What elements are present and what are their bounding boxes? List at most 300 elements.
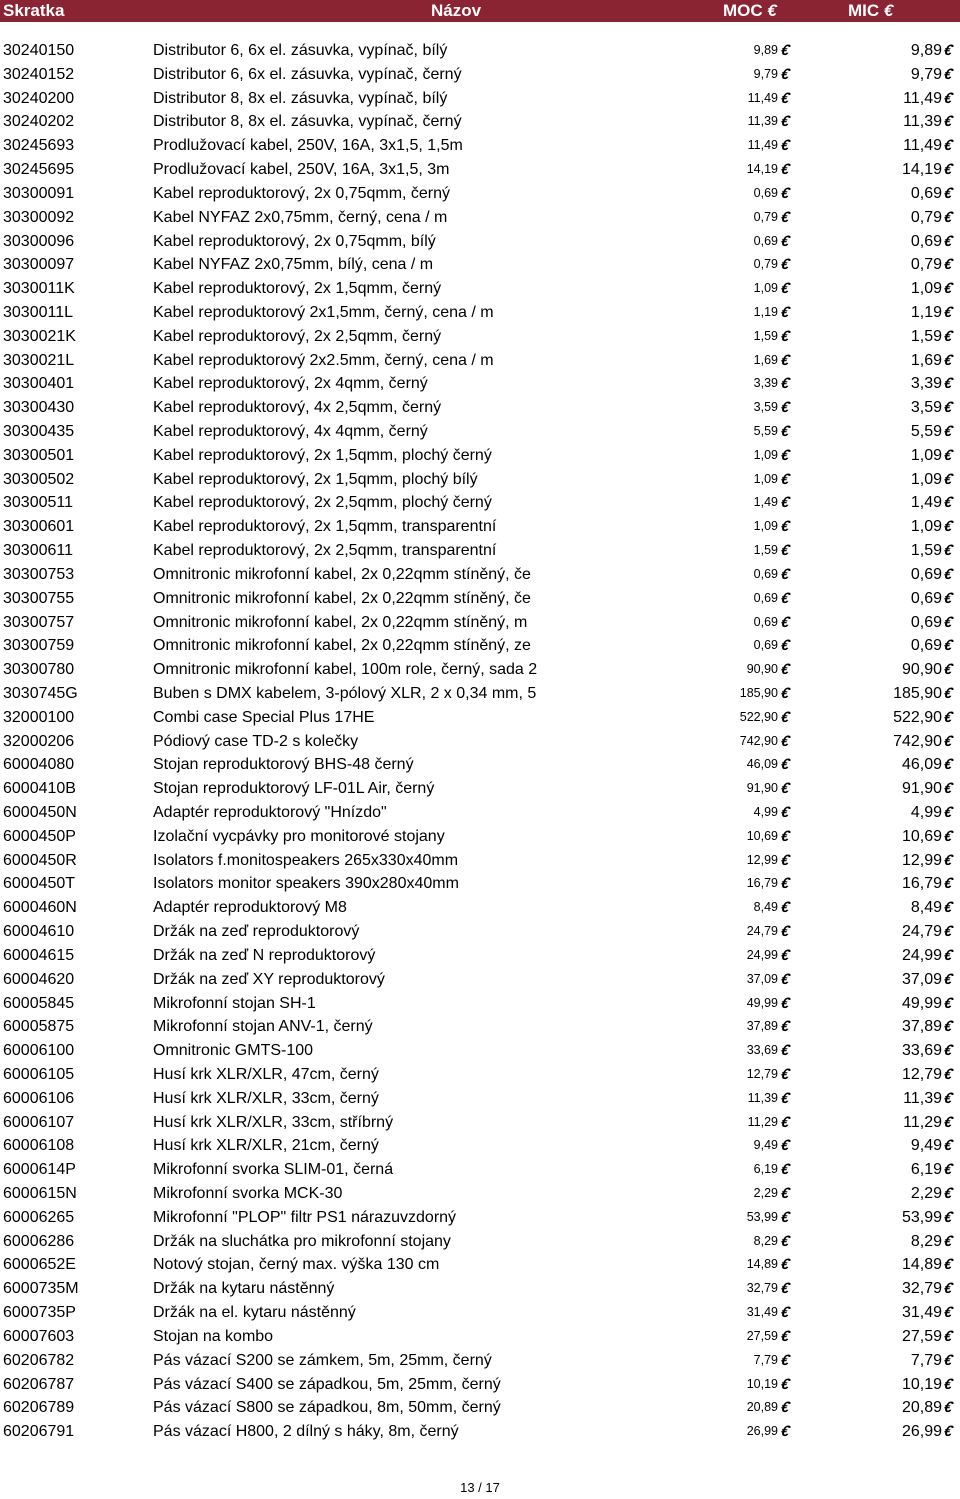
- price-moc: 6,19: [753, 1162, 778, 1177]
- product-name: Prodlužovací kabel, 250V, 16A, 3x1,5, 3m: [153, 161, 450, 179]
- product-code: 30300401: [3, 375, 75, 393]
- product-name: Notový stojan, černý max. výška 130 cm: [153, 1256, 440, 1274]
- product-name: Kabel reproduktorový, 2x 1,5qmm, černý: [153, 280, 442, 298]
- euro-icon: €: [942, 1161, 954, 1179]
- price-mic: 26,99: [901, 1423, 942, 1441]
- price-mic: 14,89: [901, 1256, 942, 1274]
- euro-icon: €: [942, 89, 954, 107]
- price-mic: 3,59: [910, 399, 942, 417]
- product-code: 60206782: [3, 1351, 75, 1369]
- price-mic: 10,69: [901, 827, 942, 845]
- euro-icon: €: [779, 1232, 791, 1250]
- product-code: 6000460N: [3, 899, 77, 917]
- euro-icon: €: [779, 446, 791, 464]
- price-moc: 12,79: [746, 1066, 778, 1081]
- product-name: Kabel reproduktorový 2x1,5mm, černý, cena / m: [153, 303, 494, 321]
- price-moc: 37,89: [746, 1019, 778, 1034]
- price-moc: 5,59: [753, 424, 778, 438]
- euro-icon: €: [942, 1232, 954, 1250]
- table-header: [0, 0, 960, 22]
- euro-icon: €: [942, 542, 954, 560]
- euro-icon: €: [942, 1065, 954, 1083]
- table-row: [0, 491, 960, 515]
- euro-icon: €: [779, 280, 791, 298]
- euro-icon: €: [779, 732, 791, 750]
- table-row: [0, 872, 960, 896]
- table-row: [0, 539, 960, 563]
- table-row: [0, 372, 960, 396]
- euro-icon: €: [779, 589, 791, 607]
- price-moc: 20,89: [746, 1400, 778, 1415]
- product-name: Pás vázací S800 se západkou, 8m, 50mm, černý: [153, 1399, 501, 1417]
- euro-icon: €: [942, 613, 954, 631]
- product-name: Držák na kytaru nástěnný: [153, 1280, 335, 1298]
- product-code: 6000735M: [3, 1280, 79, 1298]
- euro-icon: €: [779, 303, 791, 321]
- price-mic: 2,29: [910, 1185, 942, 1202]
- table-row: [0, 1301, 960, 1325]
- table-row: [0, 182, 960, 206]
- price-mic: 11,29: [903, 1113, 942, 1131]
- price-moc: 14,89: [746, 1257, 778, 1272]
- product-code: 60005875: [3, 1018, 75, 1036]
- product-name: Mikrofonní stojan ANV-1, černý: [153, 1018, 373, 1036]
- table-row: [0, 587, 960, 611]
- euro-icon: €: [942, 1018, 954, 1036]
- product-code: 6000410B: [3, 780, 76, 798]
- price-mic: 33,69: [901, 1042, 942, 1060]
- product-name: Kabel NYFAZ 2x0,75mm, černý, cena / m: [153, 208, 448, 226]
- product-code: 3030011L: [3, 303, 73, 321]
- price-moc: 0,69: [753, 185, 778, 200]
- euro-icon: €: [942, 684, 954, 702]
- euro-icon: €: [779, 137, 791, 155]
- table-row: [0, 753, 960, 777]
- euro-icon: €: [779, 613, 791, 631]
- product-name: Stojan reproduktorový LF-01L Air, černý: [153, 780, 435, 798]
- price-mic: 11,39: [903, 113, 942, 131]
- table-row: [0, 468, 960, 492]
- table-row: [0, 1111, 960, 1135]
- product-code: 60206787: [3, 1375, 75, 1393]
- price-mic: 11,49: [903, 137, 942, 155]
- price-moc: 0,69: [753, 638, 778, 653]
- product-code: 6000450T: [3, 875, 76, 893]
- euro-icon: €: [779, 1256, 791, 1274]
- euro-icon: €: [779, 113, 791, 131]
- table-row: [0, 634, 960, 658]
- table-row: [0, 87, 960, 111]
- euro-icon: €: [942, 184, 954, 202]
- euro-icon: €: [942, 1304, 954, 1322]
- table-row: [0, 1230, 960, 1254]
- price-moc: 31,49: [746, 1305, 778, 1320]
- price-mic: 24,79: [901, 923, 942, 941]
- product-code: 32000100: [3, 708, 75, 726]
- price-mic: 16,79: [901, 875, 942, 893]
- price-moc: 32,79: [746, 1281, 778, 1296]
- price-moc: 46,09: [746, 757, 778, 772]
- product-code: 60005845: [3, 994, 75, 1012]
- price-moc: 1,59: [753, 328, 778, 343]
- product-name: Kabel reproduktorový, 2x 4qmm, černý: [153, 375, 428, 393]
- product-code: 30240200: [3, 89, 75, 107]
- price-moc: 0,69: [753, 614, 778, 629]
- euro-icon: €: [942, 780, 954, 798]
- table-row: [0, 896, 960, 920]
- product-name: Kabel NYFAZ 2x0,75mm, bílý, cena / m: [153, 256, 434, 274]
- price-mic: 1,09: [910, 518, 942, 536]
- euro-icon: €: [779, 708, 791, 726]
- price-mic: 0,79: [910, 208, 942, 226]
- table-row: [0, 682, 960, 706]
- euro-icon: €: [942, 232, 954, 250]
- euro-icon: €: [779, 494, 791, 512]
- euro-icon: €: [779, 375, 791, 393]
- euro-icon: €: [942, 42, 954, 59]
- product-code: 30240150: [3, 42, 75, 59]
- euro-icon: €: [942, 1042, 954, 1060]
- price-mic: 6,19: [910, 1161, 942, 1179]
- product-name: Držák na zeď N reproduktorový: [153, 946, 376, 964]
- table-row: [0, 849, 960, 873]
- column-header-mic: MIC €: [848, 1, 894, 20]
- table-row: [0, 253, 960, 277]
- table-row: [0, 611, 960, 635]
- table-row: [0, 301, 960, 325]
- euro-icon: €: [942, 327, 954, 345]
- euro-icon: €: [942, 494, 954, 512]
- euro-icon: €: [779, 565, 791, 583]
- table-row: [0, 230, 960, 254]
- product-name: Kabel reproduktorový, 2x 0,75qmm, černý: [153, 184, 451, 202]
- price-mic: 90,90: [901, 661, 942, 679]
- table-row: [0, 420, 960, 444]
- product-name: Izolační vycpávky pro monitorové stojany: [153, 827, 445, 845]
- product-code: 30300753: [3, 565, 75, 583]
- price-moc: 0,69: [753, 590, 778, 605]
- price-moc: 9,79: [753, 66, 778, 81]
- table-row: [0, 1063, 960, 1087]
- price-mic: 1,59: [910, 327, 942, 345]
- euro-icon: €: [779, 1065, 791, 1083]
- product-name: Kabel reproduktorový, 2x 1,5qmm, plochý černý: [153, 446, 492, 464]
- price-mic: 0,69: [910, 637, 942, 655]
- table-row: [0, 1206, 960, 1230]
- euro-icon: €: [942, 113, 954, 131]
- product-code: 30245695: [3, 161, 75, 179]
- euro-icon: €: [779, 423, 791, 440]
- product-code: 3030021K: [3, 327, 76, 345]
- product-name: Omnitronic mikrofonní kabel, 2x 0,22qmm stíněný, če: [153, 565, 531, 583]
- euro-icon: €: [942, 256, 954, 274]
- euro-icon: €: [942, 1375, 954, 1393]
- euro-icon: €: [942, 280, 954, 298]
- product-code: 60004615: [3, 946, 75, 964]
- price-mic: 0,69: [910, 565, 942, 583]
- product-name: Držák na zeď XY reproduktorový: [153, 970, 385, 988]
- price-moc: 0,69: [753, 233, 778, 248]
- product-code: 60007603: [3, 1327, 75, 1345]
- price-mic: 8,29: [910, 1232, 942, 1250]
- price-moc: 16,79: [746, 876, 778, 891]
- product-code: 30300435: [3, 423, 75, 440]
- price-mic: 7,79: [910, 1351, 942, 1369]
- euro-icon: €: [942, 875, 954, 893]
- euro-icon: €: [779, 851, 791, 869]
- table-row: [0, 730, 960, 754]
- euro-icon: €: [779, 1018, 791, 1036]
- euro-icon: €: [779, 1327, 791, 1345]
- product-name: Kabel reproduktorový, 2x 2,5qmm, plochý černý: [153, 494, 492, 512]
- product-code: 60004080: [3, 756, 75, 774]
- product-name: Omnitronic GMTS-100: [153, 1042, 314, 1060]
- euro-icon: €: [942, 137, 954, 155]
- price-moc: 3,39: [753, 376, 778, 391]
- product-code: 30300430: [3, 399, 75, 417]
- product-name: Isolators monitor speakers 390x280x40mm: [153, 875, 459, 893]
- price-moc: 53,99: [746, 1209, 778, 1224]
- price-mic: 10,19: [901, 1375, 942, 1393]
- price-mic: 31,49: [901, 1304, 942, 1322]
- price-moc: 49,99: [746, 995, 778, 1010]
- table-row: [0, 158, 960, 182]
- price-mic: 12,79: [901, 1065, 942, 1083]
- euro-icon: €: [779, 399, 791, 417]
- product-name: Kabel reproduktorový, 2x 2,5qmm, černý: [153, 327, 442, 345]
- product-name: Buben s DMX kabelem, 3-pólový XLR, 2 x 0,34 mm, 5: [153, 684, 537, 702]
- euro-icon: €: [942, 1113, 954, 1131]
- price-mic: 27,59: [901, 1327, 942, 1345]
- product-code: 30300601: [3, 518, 75, 536]
- product-code: 60006106: [3, 1089, 75, 1107]
- euro-icon: €: [942, 470, 954, 488]
- price-mic: 37,09: [901, 970, 942, 988]
- euro-icon: €: [942, 851, 954, 869]
- euro-icon: €: [942, 1351, 954, 1369]
- price-moc: 1,19: [753, 304, 778, 319]
- product-name: Adaptér reproduktorový M8: [153, 899, 347, 917]
- euro-icon: €: [942, 946, 954, 964]
- product-code: 60006108: [3, 1137, 75, 1155]
- product-name: Husí krk XLR/XLR, 33cm, stříbrný: [153, 1113, 394, 1131]
- euro-icon: €: [779, 684, 791, 702]
- euro-icon: €: [942, 589, 954, 607]
- euro-icon: €: [779, 89, 791, 107]
- price-moc: 12,99: [746, 852, 778, 867]
- table-row: [0, 1158, 960, 1182]
- price-moc: 1,49: [753, 495, 778, 510]
- table-row: [0, 992, 960, 1016]
- price-moc: 9,49: [753, 1138, 778, 1153]
- euro-icon: €: [942, 351, 954, 369]
- price-moc: 1,09: [753, 471, 778, 486]
- price-moc: 91,90: [746, 781, 778, 796]
- euro-icon: €: [779, 899, 791, 917]
- price-list-table: [0, 39, 960, 1444]
- product-name: Distributor 6, 6x el. zásuvka, vypínač, bílý: [153, 42, 448, 59]
- euro-icon: €: [779, 518, 791, 536]
- product-code: 60006100: [3, 1042, 75, 1060]
- table-row: [0, 515, 960, 539]
- product-code: 30300757: [3, 613, 75, 631]
- product-code: 6000450R: [3, 851, 77, 869]
- euro-icon: €: [942, 446, 954, 464]
- price-mic: 522,90: [893, 708, 942, 726]
- price-mic: 1,49: [910, 494, 942, 512]
- product-name: Omnitronic mikrofonní kabel, 100m role, černý, sada 2: [153, 661, 538, 679]
- product-name: Držák na zeď reproduktorový: [153, 923, 360, 941]
- euro-icon: €: [779, 351, 791, 369]
- price-moc: 11,29: [747, 1114, 778, 1129]
- euro-icon: €: [779, 1185, 791, 1202]
- euro-icon: €: [942, 970, 954, 988]
- euro-icon: €: [779, 161, 791, 179]
- euro-icon: €: [779, 970, 791, 988]
- euro-icon: €: [942, 423, 954, 440]
- price-moc: 11,49: [747, 138, 778, 153]
- table-row: [0, 825, 960, 849]
- price-mic: 12,99: [901, 851, 942, 869]
- product-name: Husí krk XLR/XLR, 47cm, černý: [153, 1065, 379, 1083]
- price-mic: 9,49: [910, 1137, 942, 1155]
- euro-icon: €: [942, 399, 954, 417]
- table-row: [0, 777, 960, 801]
- product-code: 6000614P: [3, 1161, 76, 1179]
- price-mic: 0,69: [910, 613, 942, 631]
- price-mic: 46,09: [901, 756, 942, 774]
- price-mic: 0,69: [910, 232, 942, 250]
- product-name: Držák na sluchátka pro mikrofonní stojany: [153, 1232, 451, 1250]
- price-mic: 11,49: [903, 89, 942, 107]
- product-name: Pódiový case TD-2 s kolečky: [153, 732, 359, 750]
- table-row: [0, 110, 960, 134]
- price-moc: 1,09: [753, 519, 778, 534]
- product-code: 30300759: [3, 637, 75, 655]
- price-moc: 1,69: [753, 352, 778, 367]
- price-mic: 9,89: [910, 42, 942, 59]
- table-row: [0, 706, 960, 730]
- price-mic: 20,89: [901, 1399, 942, 1417]
- price-mic: 5,59: [910, 423, 942, 440]
- euro-icon: €: [942, 1280, 954, 1298]
- price-mic: 14,19: [901, 161, 942, 179]
- table-row: [0, 1253, 960, 1277]
- price-moc: 1,09: [753, 281, 778, 296]
- column-header-code: Skratka: [3, 1, 65, 20]
- table-row: [0, 349, 960, 373]
- product-name: Stojan na kombo: [153, 1327, 274, 1345]
- product-code: 60006265: [3, 1208, 75, 1226]
- price-mic: 1,59: [910, 542, 942, 560]
- product-name: Kabel reproduktorový 2x2.5mm, černý, cena / m: [153, 351, 494, 369]
- euro-icon: €: [942, 708, 954, 726]
- product-name: Mikrofonní stojan SH-1: [153, 994, 316, 1012]
- product-name: Kabel reproduktorový, 4x 2,5qmm, černý: [153, 399, 442, 417]
- product-name: Držák na el. kytaru nástěnný: [153, 1304, 356, 1322]
- product-name: Kabel reproduktorový, 2x 1,5qmm, transparentní: [153, 518, 497, 536]
- product-name: Kabel reproduktorový, 2x 1,5qmm, plochý bílý: [153, 470, 478, 488]
- product-code: 30300501: [3, 446, 75, 464]
- euro-icon: €: [942, 1399, 954, 1417]
- price-moc: 1,59: [753, 543, 778, 558]
- product-name: Mikrofonní svorka MCK-30: [153, 1185, 343, 1202]
- price-moc: 27,59: [746, 1328, 778, 1343]
- table-row: [0, 39, 960, 63]
- price-mic: 1,69: [910, 351, 942, 369]
- euro-icon: €: [942, 161, 954, 179]
- price-moc: 7,79: [753, 1352, 778, 1367]
- product-name: Omnitronic mikrofonní kabel, 2x 0,22qmm stíněný, če: [153, 589, 531, 607]
- euro-icon: €: [942, 994, 954, 1012]
- price-moc: 24,99: [746, 947, 778, 962]
- price-moc: 8,29: [753, 1233, 778, 1248]
- product-code: 60006105: [3, 1065, 75, 1083]
- euro-icon: €: [942, 637, 954, 655]
- price-mic: 53,99: [901, 1208, 942, 1226]
- euro-icon: €: [779, 1042, 791, 1060]
- product-code: 30300091: [3, 184, 75, 202]
- product-code: 6000615N: [3, 1185, 77, 1202]
- price-moc: 185,90: [739, 685, 778, 700]
- product-code: 30300096: [3, 232, 75, 250]
- euro-icon: €: [779, 804, 791, 821]
- product-name: Pás vázací S200 se zámkem, 5m, 25mm, černý: [153, 1351, 492, 1369]
- page-number: 13 / 17: [460, 1480, 500, 1495]
- euro-icon: €: [779, 875, 791, 893]
- table-row: [0, 944, 960, 968]
- product-code: 3030745G: [3, 684, 78, 702]
- table-row: [0, 920, 960, 944]
- euro-icon: €: [779, 542, 791, 560]
- table-row: [0, 1325, 960, 1349]
- euro-icon: €: [779, 756, 791, 774]
- euro-icon: €: [779, 256, 791, 274]
- euro-icon: €: [779, 1280, 791, 1298]
- euro-icon: €: [942, 899, 954, 917]
- euro-icon: €: [942, 756, 954, 774]
- euro-icon: €: [779, 1304, 791, 1322]
- product-code: 30240202: [3, 113, 75, 131]
- price-moc: 33,69: [746, 1043, 778, 1058]
- product-name: Omnitronic mikrofonní kabel, 2x 0,22qmm stíněný, ze: [153, 637, 531, 655]
- table-row: [0, 1087, 960, 1111]
- price-moc: 0,79: [753, 257, 778, 272]
- product-code: 30300780: [3, 661, 75, 679]
- product-name: Distributor 8, 8x el. zásuvka, vypínač, bílý: [153, 89, 448, 107]
- price-mic: 32,79: [901, 1280, 942, 1298]
- product-name: Combi case Special Plus 17HE: [153, 708, 375, 726]
- euro-icon: €: [942, 208, 954, 226]
- euro-icon: €: [779, 208, 791, 226]
- table-row: [0, 1396, 960, 1420]
- product-code: 6000450N: [3, 804, 77, 821]
- euro-icon: €: [779, 1208, 791, 1226]
- product-code: 3030021L: [3, 351, 75, 369]
- euro-icon: €: [942, 923, 954, 941]
- euro-icon: €: [942, 1208, 954, 1226]
- price-moc: 2,29: [753, 1186, 778, 1200]
- euro-icon: €: [942, 661, 954, 679]
- euro-icon: €: [779, 1423, 791, 1441]
- euro-icon: €: [942, 65, 954, 83]
- price-mic: 185,90: [893, 684, 942, 702]
- product-name: Husí krk XLR/XLR, 21cm, černý: [153, 1137, 379, 1155]
- product-code: 6000450P: [3, 827, 76, 845]
- price-mic: 742,90: [893, 732, 942, 750]
- price-mic: 24,99: [901, 946, 942, 964]
- euro-icon: €: [779, 1351, 791, 1369]
